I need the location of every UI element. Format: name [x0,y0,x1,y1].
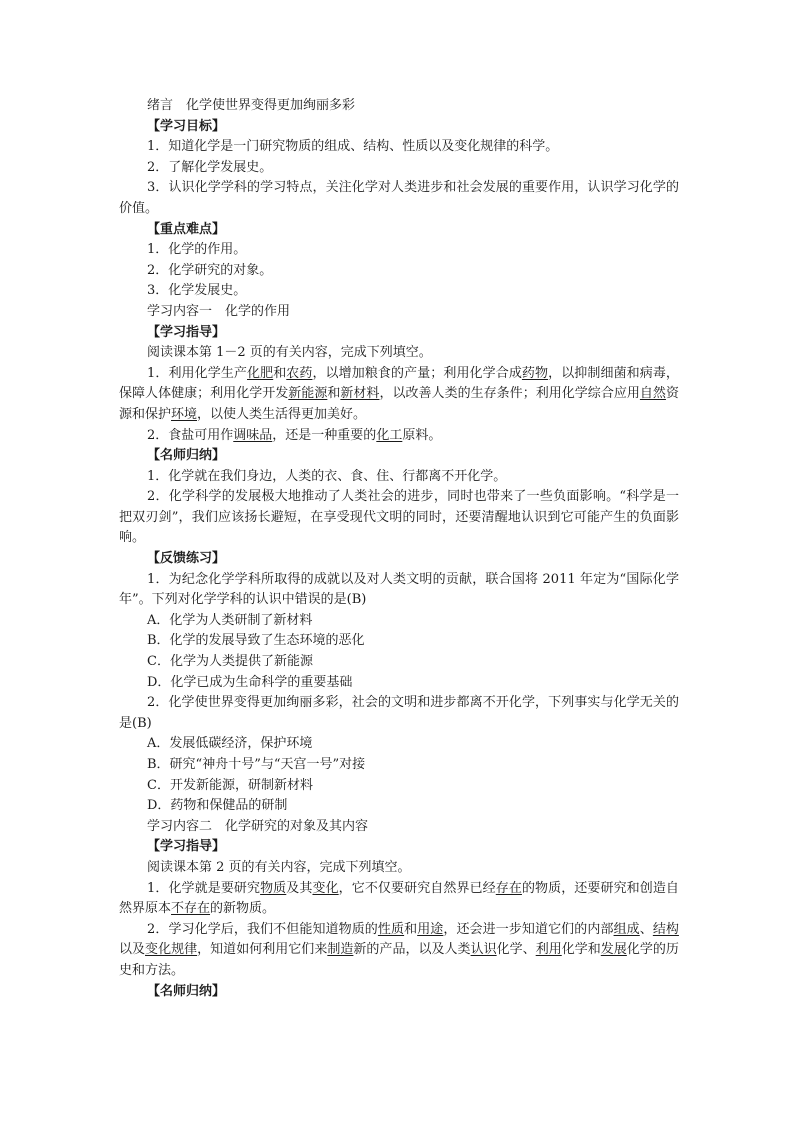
section1-guide-header: 【学习指导】 [147,324,226,340]
section2-fill-1: 1．化学就是要研究物质及其变化，它不仅要研究自然界已经存在的物质，还要研究和创造自然界原本不存在的新物质。 [119,880,679,917]
summary-item: 1．化学就在我们身边，人类的衣、食、住、行都离不开化学。 [147,468,507,484]
section2-summary-header: 【名师归纳】 [147,983,226,999]
answer-blank: 化工 [376,427,403,443]
section1-summary-header: 【名师归纳】 [147,448,226,464]
answer-blank: 农药 [286,365,313,381]
section2-title: 学习内容二 化学研究的对象及其内容 [147,818,369,834]
section2-guide-header: 【学习指导】 [147,839,226,855]
answer-blank: 物质 [260,880,287,896]
option: B．化学的发展导致了生态环境的恶化 [147,633,365,649]
answer-blank: 新能源 [288,386,328,402]
answer-blank: 组成 [613,921,640,937]
answer-blank: 调味品 [233,427,273,443]
answer-blank: 环境 [171,406,198,422]
keypoint-item: 3．化学发展史。 [147,283,247,299]
answer-blank: 自然 [639,386,666,402]
option: D．化学已成为生命科学的重要基础 [147,674,353,690]
option: C．开发新能源，研制新材料 [147,777,313,793]
objective-item: 3．认识化学学科的学习特点，关注化学对人类进步和社会发展的重要作用，认识学习化学的价值。 [119,180,679,216]
answer-blank: 不存在 [171,901,211,917]
keypoints-header: 【重点难点】 [147,221,226,237]
answer: (B) [346,592,367,608]
answer-blank: 化肥 [247,365,274,381]
section2-guide-intro: 阅读课本第 2 页的有关内容，完成下列填空。 [147,859,411,875]
answer-blank: 利用 [535,942,562,958]
option: B．研究“神舟十号”与“天宫一号”对接 [147,757,366,772]
objective-item: 2．了解化学发展史。 [147,159,273,175]
section1-guide-intro: 阅读课本第 1－2 页的有关内容，完成下列填空。 [147,345,432,361]
answer-blank: 性质 [377,921,405,937]
option: A．发展低碳经济，保护环境 [147,736,313,752]
option: D．药物和保健品的研制 [147,798,288,814]
objective-item: 1．知道化学是一门研究物质的组成、结构、性质以及变化规律的科学。 [147,139,559,155]
answer-blank: 用途 [417,921,444,937]
document-page [119,96,679,1002]
option: C．化学为人类提供了新能源 [147,654,313,670]
answer-blank: 发展 [600,942,627,958]
keypoint-item: 1．化学的作用。 [147,242,247,258]
answer-blank: 制造 [327,942,354,958]
question-1: 1．为纪念化学学科所取得的成就以及对人类文明的贡献，联合国将 2011 年定为“国际化学年”。下列对化学学科的认识中错误的是(B) [119,571,679,608]
keypoint-item: 2．化学研究的对象。 [147,262,273,278]
answer-blank: 变化 [312,880,339,896]
answer-blank: 认识 [470,942,497,958]
option: A．化学为人类研制了新材料 [147,612,313,628]
objectives-header: 【学习目标】 [147,118,226,134]
practice-header: 【反馈练习】 [147,551,226,567]
answer-blank: 存在 [495,880,522,896]
lesson-title: 绪言 化学使世界变得更加绚丽多彩 [147,98,356,113]
question-2: 2．化学使世界变得更加绚丽多彩，社会的文明和进步都离不开化学，下列事实与化学无关的是(B) [119,695,679,731]
summary-item: 2．化学科学的发展极大地推动了人类社会的进步，同时也带来了一些负面影响。“科学是一把双刃剑”，我们应该扬长避短，在享受现代文明的同时，还要清醒地认识到它可能产生的负面影响。 [119,489,679,546]
section2-fill-2: 2．学习化学后，我们不但能知道物质的性质和用途，还会进一步知道它们的内部组成、结构以及变化规律，知道如何利用它们来制造新的产品，以及人类认识化学、利用化学和发展化学的历史和方法。 [119,921,679,978]
answer-blank: 新材料 [340,386,380,402]
answer-blank: 变化规律 [145,942,198,958]
section1-fill-1: 1．利用化学生产化肥和农药，以增加粮食的产量；利用化学合成药物，以抑制细菌和病毒，保障人体健康；利用化学开发新能源和新材料，以改善人类的生存条件；利用化学综合应用自然资源和保护环境，以使人类生活得更加美好。 [119,365,679,422]
section1-fill-2: 2．食盐可用作调味品，还是一种重要的化工原料。 [147,427,442,443]
answer: (B) [132,715,152,731]
answer-blank: 结构 [652,921,679,937]
section1-title: 学习内容一 化学的作用 [147,303,291,319]
answer-blank: 药物 [521,365,549,381]
